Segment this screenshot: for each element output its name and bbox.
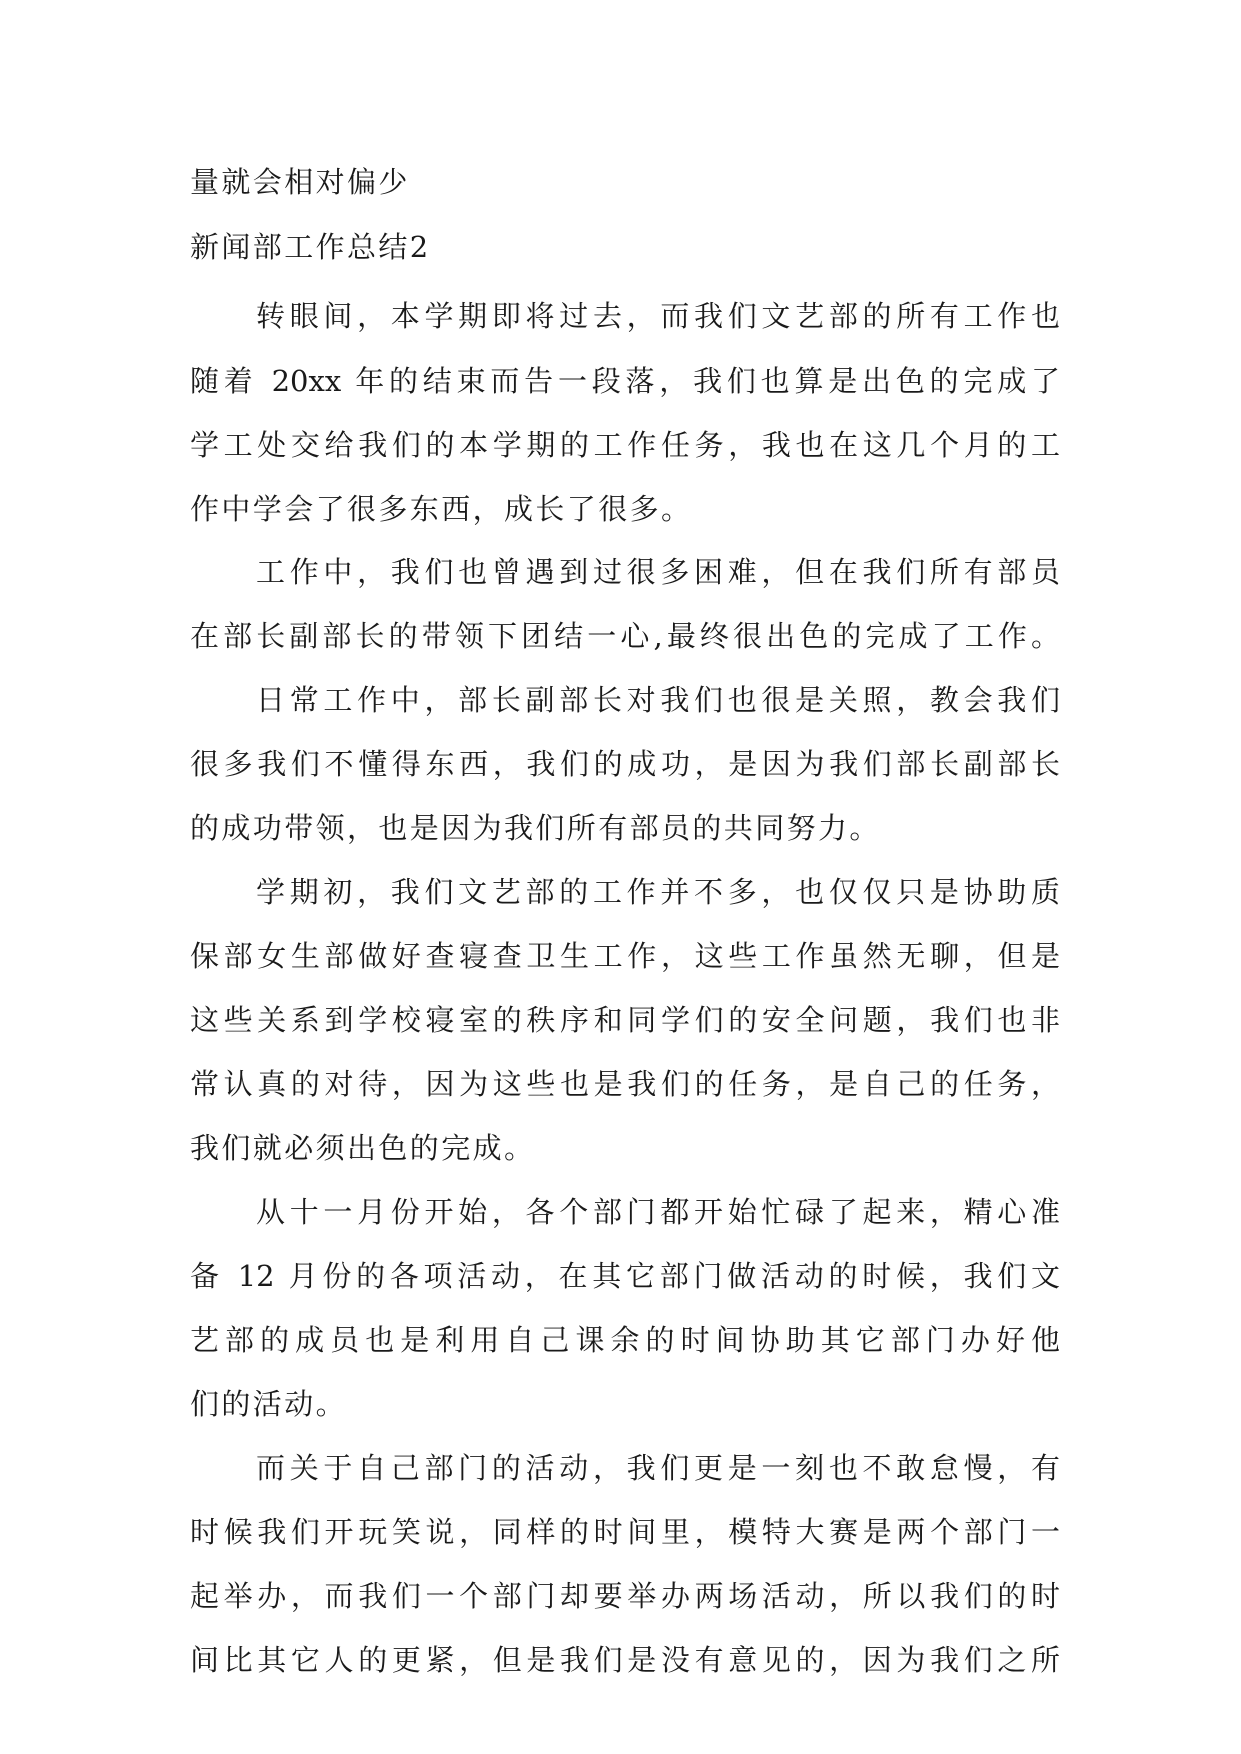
text-line: 间比其它人的更紧，但是我们是没有意见的，因为我们之所 — [190, 1643, 1060, 1677]
text-line: 们的活动。 — [190, 1387, 348, 1421]
text-line: 备 12 月份的各项活动，在其它部门做活动的时候，我们文 — [190, 1259, 1060, 1293]
text-line: 起举办，而我们一个部门却要举办两场活动，所以我们的时 — [190, 1579, 1060, 1613]
text-line: 学工处交给我们的本学期的工作任务，我也在这几个月的工 — [190, 428, 1060, 462]
text-line: 而关于自己部门的活动，我们更是一刻也不敢怠慢，有 — [256, 1451, 1060, 1485]
text-line: 工作中，我们也曾遇到过很多困难，但在我们所有部员 — [256, 555, 1060, 589]
text-line: 转眼间，本学期即将过去，而我们文艺部的所有工作也 — [256, 299, 1060, 333]
text-line: 学期初，我们文艺部的工作并不多，也仅仅只是协助质 — [256, 875, 1060, 909]
text-line: 在部长副部长的带领下团结一心,最终很出色的完成了工作。 — [190, 619, 1060, 653]
text-line: 随着 20xx 年的结束而告一段落，我们也算是出色的完成了 — [190, 364, 1060, 398]
text-line: 我们就必须出色的完成。 — [190, 1131, 536, 1165]
text-line: 作中学会了很多东西，成长了很多。 — [190, 492, 693, 526]
document-heading: 新闻部工作总结2 — [190, 230, 431, 264]
text-line: 量就会相对偏少 — [190, 165, 410, 199]
text-line: 常认真的对待，因为这些也是我们的任务，是自己的任务， — [190, 1067, 1060, 1101]
text-line: 保部女生部做好查寝查卫生工作，这些工作虽然无聊，但是 — [190, 939, 1060, 973]
text-line: 日常工作中，部长副部长对我们也很是关照，教会我们 — [256, 683, 1060, 717]
text-line: 这些关系到学校寝室的秩序和同学们的安全问题，我们也非 — [190, 1003, 1060, 1037]
text-line: 很多我们不懂得东西，我们的成功，是因为我们部长副部长 — [190, 747, 1060, 781]
text-line: 从十一月份开始，各个部门都开始忙碌了起来，精心准 — [256, 1195, 1060, 1229]
text-line: 时候我们开玩笑说，同样的时间里，模特大赛是两个部门一 — [190, 1515, 1060, 1549]
text-line: 的成功带领，也是因为我们所有部员的共同努力。 — [190, 811, 881, 845]
text-line: 艺部的成员也是利用自己课余的时间协助其它部门办好他 — [190, 1323, 1060, 1357]
